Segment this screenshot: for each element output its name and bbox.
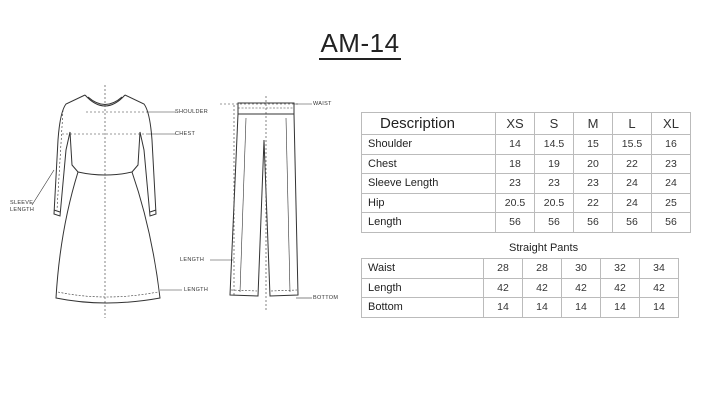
cell: 25	[652, 193, 691, 213]
cell: 42	[640, 278, 679, 298]
cell: 14.5	[535, 135, 574, 155]
cell: 24	[613, 193, 652, 213]
table-row	[362, 213, 691, 233]
pants-measure-lines	[210, 96, 312, 312]
cell: 56	[574, 213, 613, 233]
dress-size-table	[361, 112, 691, 233]
header-s: S	[535, 113, 574, 135]
cell: 15.5	[613, 135, 652, 155]
cell: 24	[613, 174, 652, 194]
cell: 28	[523, 259, 562, 279]
row-label: Length	[362, 213, 496, 233]
row-label: Chest	[362, 154, 496, 174]
row-label: Bottom	[362, 298, 484, 318]
cell: 42	[601, 278, 640, 298]
pants-size-table	[361, 258, 679, 318]
cell: 20.5	[535, 193, 574, 213]
cell: 42	[484, 278, 523, 298]
cell: 42	[562, 278, 601, 298]
cell: 32	[601, 259, 640, 279]
header-l: L	[613, 113, 652, 135]
label-dress-length: LENGTH	[184, 287, 209, 293]
cell: 20.5	[496, 193, 535, 213]
cell: 19	[535, 154, 574, 174]
title-text: AM-14	[320, 28, 400, 58]
cell: 14	[640, 298, 679, 318]
cell: 18	[496, 154, 535, 174]
cell: 56	[652, 213, 691, 233]
table-row	[362, 135, 691, 155]
cell: 22	[613, 154, 652, 174]
table-header-row	[362, 113, 691, 135]
cell: 42	[523, 278, 562, 298]
header-xl: XL	[652, 113, 691, 135]
label-shoulder: SHOULDER	[175, 109, 208, 115]
cell: 23	[574, 174, 613, 194]
cell: 56	[496, 213, 535, 233]
row-label: Waist	[362, 259, 484, 279]
cell: 14	[496, 135, 535, 155]
label-bottom: BOTTOM	[313, 295, 339, 301]
cell: 14	[601, 298, 640, 318]
row-label: Sleeve Length	[362, 174, 496, 194]
cell: 23	[535, 174, 574, 194]
label-sleeve: SLEEVE	[10, 200, 34, 206]
label-pants-length: LENGTH	[180, 257, 205, 263]
table-row	[362, 259, 679, 279]
table-row	[362, 298, 679, 318]
row-label: Hip	[362, 193, 496, 213]
label-waist: WAIST	[313, 101, 332, 107]
cell: 14	[523, 298, 562, 318]
dress-sketch	[54, 95, 160, 303]
table-row	[362, 174, 691, 194]
pants-sketch	[230, 103, 298, 296]
table-row	[362, 193, 691, 213]
table-row	[362, 278, 679, 298]
cell: 14	[484, 298, 523, 318]
cell: 22	[574, 193, 613, 213]
cell: 14	[562, 298, 601, 318]
header-m: M	[574, 113, 613, 135]
cell: 24	[652, 174, 691, 194]
row-label: Shoulder	[362, 135, 496, 155]
cell: 20	[574, 154, 613, 174]
cell: 34	[640, 259, 679, 279]
cell: 56	[613, 213, 652, 233]
pants-table-title: Straight Pants	[509, 242, 579, 254]
label-sleeve-length: LENGTH	[10, 207, 35, 213]
cell: 30	[562, 259, 601, 279]
header-xs: XS	[496, 113, 535, 135]
cell: 23	[496, 174, 535, 194]
cell: 16	[652, 135, 691, 155]
label-chest: CHEST	[175, 131, 196, 137]
header-description: Description	[362, 113, 496, 135]
cell: 23	[652, 154, 691, 174]
row-label: Length	[362, 278, 484, 298]
cell: 56	[535, 213, 574, 233]
cell: 15	[574, 135, 613, 155]
table-row	[362, 154, 691, 174]
cell: 28	[484, 259, 523, 279]
